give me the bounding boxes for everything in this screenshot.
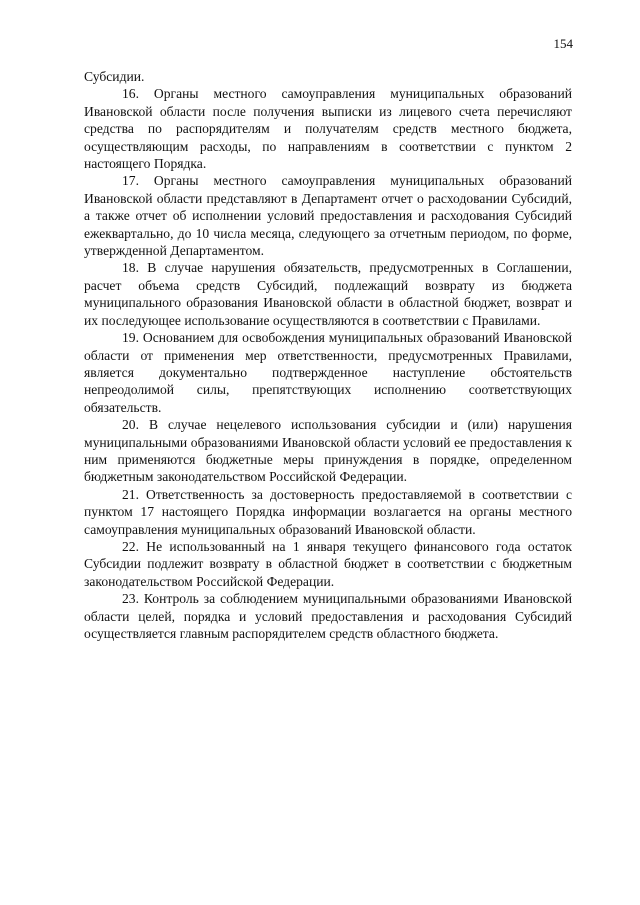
paragraph-19: 19. Основанием для освобождения муниципальных образований Ивановской области от применения мер ответственности, предусмотренных Правилами, является документально подтвержденное наступление обстоятельств непреодолимой силы, препятствующих исполнению соответствующих обязательств. xyxy=(84,330,572,415)
paragraph-23: 23. Контроль за соблюдением муниципальными образованиями Ивановской области целей, порядка и условий предоставления и расходования Субсидий осуществляется главным распорядителем средств областного бюджета. xyxy=(84,591,572,641)
paragraph-18: 18. В случае нарушения обязательств, предусмотренных в Соглашении, расчет объема средств Субсидий, подлежащий возврату из бюджета муниципального образования Ивановской области в областной бюджет, возврат и их последующее использование осуществляются в соответствии с Правилами. xyxy=(84,260,572,328)
page-number: 154 xyxy=(553,36,573,51)
paragraph-20: 20. В случае нецелевого использования субсидии и (или) нарушения муниципальными образованиями Ивановской области условий ее предоставления к ним применяются бюджетные меры принуждения в порядке, определенном бюджетным законодательством Российской Федерации. xyxy=(84,417,572,485)
document-body xyxy=(84,68,572,642)
paragraph-22: 22. Не использованный на 1 января текущего финансового года остаток Субсидии подлежит возврату в областной бюджет в соответствии с бюджетным законодательством Российской Федерации. xyxy=(84,538,572,589)
paragraph-17: 17. Органы местного самоуправления муниципальных образований Ивановской области представляют в Департамент отчет о расходовании Субсидий, а также отчет об исполнении условий предоставления и расходования Субсидий ежеквартально, до 10 числа месяца, следующего за отчетным периодом, по форме, утвержденной Департаментом. xyxy=(84,173,572,259)
paragraph-16: 16. Органы местного самоуправления муниципальных образований Ивановской области после получения выписки из лицевого счета перечисляют средства по распорядителям и получателям средств местного бюджета, осуществляющим расходы, по направлениям в соответствии с пунктом 2 настоящего Порядка. xyxy=(84,86,572,172)
paragraph-continuation: Субсидии. xyxy=(84,69,145,84)
paragraph-21: 21. Ответственность за достоверность предоставляемой в соответствии с пунктом 17 настоящего Порядка информации возлагается на органы местного самоуправления муниципальных образований Ивановской области. xyxy=(84,486,572,537)
